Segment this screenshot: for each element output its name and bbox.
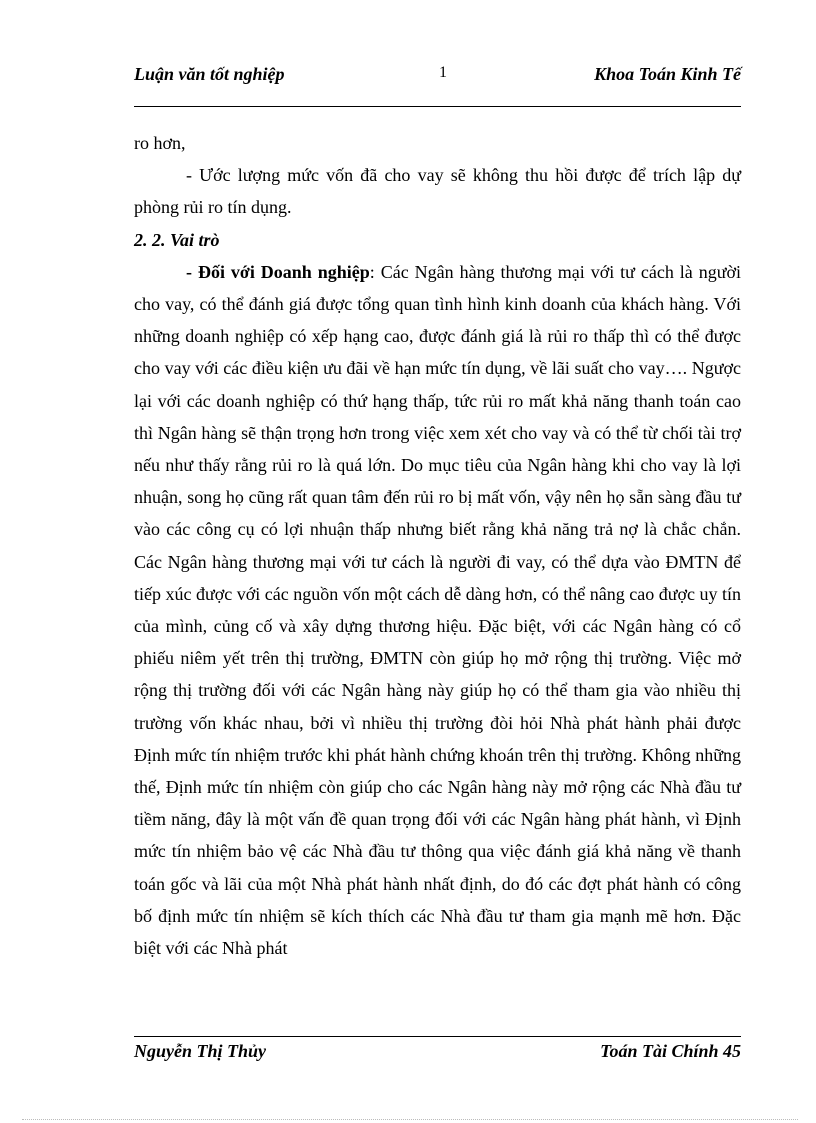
footer-divider [134,1036,741,1037]
header-faculty: Khoa Toán Kinh Tế [594,64,741,84]
page-number: 1 [439,64,447,81]
page-body [134,127,741,964]
paragraph-role-enterprise [134,256,741,964]
header-divider [134,106,741,107]
footer-author: Nguyễn Thị Thủy [134,1041,267,1061]
section-heading: 2. 2. Vai trò [134,229,220,250]
header-thesis-title: Luận văn tốt nghiệp [134,64,285,84]
paragraph-estimate: - Ước lượng mức vốn đã cho vay sẽ không thu hồi được để trích lập dự phòng rủi ro tín dụng. [134,165,741,218]
page-edge-divider [22,1119,798,1120]
page-footer [134,1041,741,1067]
paragraph-lead-label: - Đối với Doanh nghiệp [186,261,370,282]
footer-class: Toán Tài Chính 45 [600,1041,741,1061]
page-header [134,64,741,90]
paragraph-continuation: ro hơn, [134,133,186,153]
paragraph-text: : Các Ngân hàng thương mại với tư cách là người cho vay, có thể đánh giá được tổng quan tình hình kinh doanh của khách hàng. Với những doanh nghiệp có xếp hạng cao, được đánh giá là rủi ro thấp thì có thể được cho vay với các điều kiện ưu đãi về hạn mức tín dụng, về lãi suất cho vay…. Ngược lại với các doanh nghiệp có thứ hạng thấp, tức rủi ro mất khả năng thanh toán cao thì Ngân hàng sẽ thận trọng hơn trong việc xem xét cho vay và có thể từ chối tài trợ nếu như thấy rằng rủi ro là quá lớn. Do mục tiêu của Ngân hàng khi cho vay là lợi nhuận, song họ cũng rất quan tâm đến rủi ro bị mất vốn, vậy nên họ sẵn sàng đầu tư vào các công cụ có lợi nhuận thấp nhưng biết rằng khả năng trả nợ là chắc chắn. Các Ngân hàng thương mại với tư cách là người đi vay, có thể dựa vào ĐMTN để tiếp xúc được với các nguồn vốn một cách dễ dàng hơn, có thể nâng cao được uy tín của mình, củng cố và xây dựng thương hiệu. Đặc biệt, với các Ngân hàng có cổ phiếu niêm yết trên thị trường, ĐMTN còn giúp họ mở rộng thị trường. Việc mở rộng thị trường đối với các Ngân hàng này giúp họ có thể tham gia vào nhiều thị trường vốn khác nhau, bởi vì nhiều thị trường đòi hỏi Nhà phát hành phải được Định mức tín nhiệm trước khi phát hành chứng khoán trên thị trường. Không những thế, Định mức tín nhiệm còn giúp cho các Ngân hàng này mở rộng các Nhà đầu tư tiềm năng, đây là một vấn đề quan trọng đối với các Ngân hàng phát hành, vì Định mức tín nhiệm bảo vệ các Nhà đầu tư thông qua việc đánh giá khả năng về thanh toán gốc và lãi của một Nhà phát hành nhất định, do đó các đợt phát hành có công bố định mức tín nhiệm sẽ kích thích các Nhà đầu tư tham gia mạnh mẽ hơn. Đặc biệt với các Nhà phát [134,261,741,959]
